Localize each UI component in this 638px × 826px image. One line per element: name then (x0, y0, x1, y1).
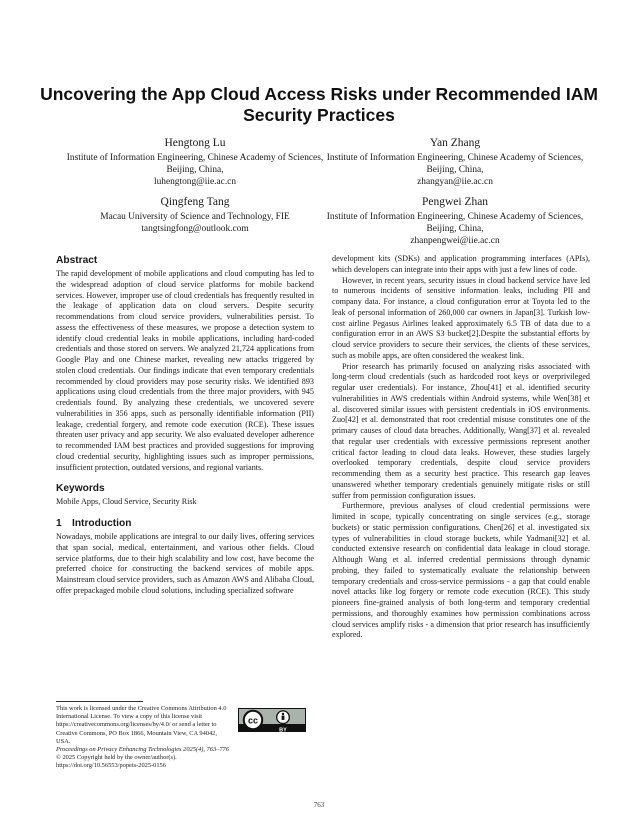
left-column (56, 254, 314, 597)
introduction-paragraph: Prior research has primarily focused on analyzing risks associated with long-term cloud credentials (such as hardcoded root keys or overprivileged regular user credentials). For instance, Zhou[41] et al. identified security vulnerabilities in AWS credentials within Android systems, while Wen[38] et al. discovered similar issues with persistent credentials in iOS environments. Zuo[42] et al. demonstrated that root credential misuse constitutes one of the primary causes of cloud data breaches. Additionally, Wang[37] et al. revealed that regular user credentials with excessive permissions represent another critical factor leading to cloud data leaks. However, these studies largely overlooked temporary credentials, despite cloud service providers recommending them as a security best practice. This research gap leaves unanswered whether temporary credentials genuinely mitigate risks or still suffer from permission configuration issues. (332, 361, 590, 500)
introduction-paragraph: Nowadays, mobile applications are integral to our daily lives, offering services that span social, medical, entertainment, and various other fields. Cloud service platforms, due to their high scalability and low cost, have become the preferred choice for constructing the backend services of mobile apps. Mainstream cloud service providers, such as Amazon AWS and Alibaba Cloud, offer prepackaged mobile cloud solutions, including specialized software (56, 532, 314, 595)
cc-by-license-icon (238, 708, 306, 732)
abstract-heading: Abstract (56, 255, 98, 266)
author-name: Qingfeng Tang (160, 196, 230, 208)
author-block (60, 195, 330, 235)
author-email: zhangyan@iie.ac.cn (417, 177, 493, 187)
paper-title: Uncovering the App Cloud Access Risks under Recommended IAM Security Practices (40, 84, 598, 125)
author-name: Pengwei Zhan (421, 196, 489, 208)
author-email: luhengtong@iie.ac.cn (153, 177, 237, 187)
author-block (320, 136, 590, 188)
author-email: zhanpengwei@iie.ac.cn (410, 236, 500, 246)
introduction-heading (56, 517, 314, 530)
author-affiliation: Macau University of Science and Technology, FIE (100, 212, 290, 222)
author-block (320, 195, 590, 247)
doi-link[interactable]: https://doi.org/10.56553/popets-2025-0156 (56, 762, 166, 770)
proceedings-line: Proceedings on Privacy Enhancing Technologies 2025(4), 763–776 (56, 746, 229, 754)
footnote-divider (56, 701, 143, 702)
author-affiliation: Institute of Information Engineering, Chinese Academy of Sciences, Beijing, China, (326, 212, 584, 234)
section-number: 1 (56, 518, 62, 529)
author-email: tangtsingfong@outlook.com (141, 224, 249, 234)
introduction-paragraph: development kits (SDKs) and application programming interfaces (APIs), which developers can integrate into their apps with just a few lines of code. (332, 254, 590, 274)
cc-logo-icon (239, 709, 307, 733)
author-name: Hengtong Lu (164, 137, 226, 149)
introduction-paragraph: Furthermore, previous analyses of cloud credential permissions were limited in scope, typically concentrating on single services (e.g., storage buckets) or static permission configurations. Chen[26] et al. investigated six types of vulnerabilities in cloud storage buckets, while Yadmani[32] et al. conducted extensive research on confidential data leakage in cloud storage. Although Wang et al. inferred credential permissions through dynamic probing, they failed to systematically evaluate the relationship between temporary credentials and cross-service permissions - a gap that could enable novel attacks like log forgery or remote code execution (RCE). This study pioneers fine-grained analysis of both long-term and temporary credential permissions, and thoroughly examines how permission combinations across cloud services amplify risks - a dimension that prior research has insufficiently explored. (332, 501, 590, 640)
license-text: This work is licensed under the Creative Commons Attribution 4.0 International License. To view a copy of this license visit https://creativecommons.org/licenses/by/4.0/ or send a letter to Creative Commons, PO Box 1866, Mountain View, CA 94042, USA. (56, 705, 227, 745)
author-name: Yan Zhang (429, 137, 481, 149)
abstract-text: The rapid development of mobile applications and cloud computing has led to the widespread adoption of cloud service platforms for mobile backend services. However, improper use of cloud credentials has frequently resulted in the leakage of application data on cloud servers. Despite security recommendations from cloud service providers, vulnerabilities persist. To assess the effectiveness of these measures, we propose a detection system to identify cloud credential leaks in mobile applications, including hard-coded credentials and those stored on servers. We analyzed 21,724 applications from Google Play and one Chinese market, revealing new attacks triggered by stolen cloud credentials. Our findings indicate that even temporary credentials recommended by cloud providers may pose security risks. We identified 893 applications using cloud credentials from the three major providers, with 945 credentials found. By analyzing these credentials, we uncovered severe vulnerabilities in 356 apps, such as personally identifiable information (PII) leakage, credential forgery, and remote code execution (RCE). These issues threaten user privacy and app security. We also evaluated developer adherence to recommended IAM best practices and provided suggestions for improving cloud credential security, highlighting issues such as improper permissions, insufficient protection, outdated versions, and regional variants. (56, 269, 314, 472)
cc-by-label: BY (279, 727, 287, 733)
page-number: 763 (313, 801, 325, 809)
author-block (60, 136, 330, 188)
author-affiliation: Institute of Information Engineering, Chinese Academy of Sciences, Beijing, China, (66, 153, 324, 175)
introduction-paragraph: However, in recent years, security issues in cloud backend service have led to numerous incidents of sensitive information leaks, including PII and company data. For instance, a cloud configuration error at Toyota led to the leak of personal information of 260,000 car owners in Japan[3]. Turkish low-cost airline Pegasus Airlines leaked approximately 6.5 TB of data due to a configuration error in an AWS S3 bucket[2].Despite the substantial efforts by cloud service providers to secure their services, the clients of these services, such as mobile apps, are often considered the weakest link. (332, 275, 590, 360)
svg-text:cc: cc (247, 715, 259, 726)
keywords-text: Mobile Apps, Cloud Service, Security Risk (56, 497, 197, 507)
right-column (332, 254, 590, 641)
keywords-heading: Keywords (56, 483, 105, 495)
author-affiliation: Institute of Information Engineering, Chinese Academy of Sciences, Beijing, China, (326, 153, 584, 175)
section-title: Introduction (72, 518, 132, 529)
copyright-line: © 2025 Copyright held by the owner/author(s). (56, 754, 177, 762)
